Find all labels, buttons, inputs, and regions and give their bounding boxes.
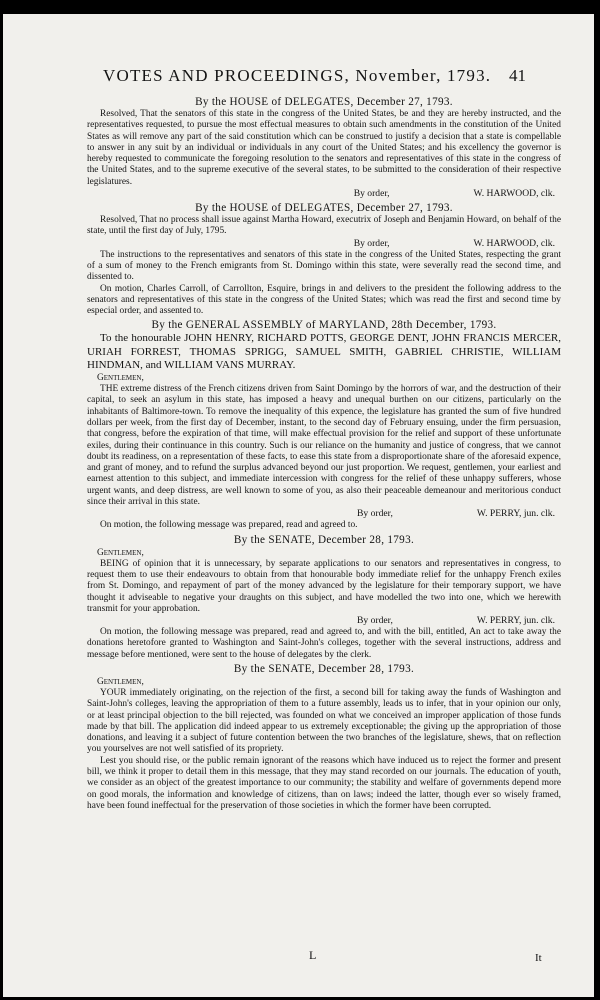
message-paragraph: Lest you should rise, or the public remain ignorant of the reasons which have induced us to reject the former and present bill, we think it proper to detail them in this message, that they may stand recorded on our journals. The education of youth, we consider as an object of the greatest importance to our community; the stability and welfare of governments depend more on good morals, the information and knowledge of citizens, than on laws; indeed the latter, though ever so wisely framed, have been found ineffectual for the preservation of those societies in which the former have been corrupted. [87, 755, 561, 811]
page-number: 41 [509, 66, 526, 85]
message-paragraph: BEING of opinion that it is unnecessary, by separate applications to our senators and representatives in congress, to request them to use their endeavours to obtain from that honourable body immediate relief for the unhappy French exiles from St. Domingo, and repayment of part of the money advanced by the legislature for their temporary support, we have thought it adviseable to negative your draughts on this subject, and have modelled the two into one, which we herewith transmit for your approbation. [87, 558, 561, 614]
clerk-name: W. HARWOOD, clk. [473, 237, 555, 249]
by-order: By order, [353, 188, 390, 200]
page-header [3, 66, 594, 92]
proceeding-paragraph: On motion, Charles Carroll, of Carrollton, Esquire, brings in and delivers to the president the following address to the senators and representatives of this state in the congress of the United States; which was read the first and second time by especial order, and assented to. [87, 283, 561, 317]
clerk-name: W. PERRY, jun. clk. [476, 615, 555, 627]
clerk-name: W. PERRY, jun. clk. [476, 508, 555, 520]
salutation: Gentlemen, [97, 677, 144, 687]
section-heading: By the HOUSE of DELEGATES, December 27, 1793. [195, 96, 453, 108]
resolution-paragraph: Resolved, That no process shall issue against Martha Howard, executrix of Joseph and Benjamin Howard, on behalf of the state, until the first day of July, 1795. [87, 215, 561, 237]
proceeding-paragraph: On motion, the following message was prepared, read and agreed to. [100, 520, 358, 531]
salutation: Gentlemen, [97, 373, 144, 384]
catchword: It [535, 952, 542, 964]
order-line [87, 238, 561, 250]
section-heading: By the SENATE, December 28, 1793. [233, 533, 415, 546]
section-heading: By the SENATE, December 28, 1793. [233, 663, 415, 675]
order-line [87, 508, 561, 520]
by-order: By order, [353, 237, 390, 249]
clerk-name: W. HARWOOD, clk. [473, 188, 555, 200]
proceeding-paragraph: On motion, the following message was prepared, read and agreed to, and with the bill, entitled, An act to take away the donations heretofore granted to Washington and Saint-John's colleges, together with the several instructions, address and message before mentioned, were sent to the house of delegates by the clerk. [87, 627, 561, 660]
by-order: By order, [357, 615, 393, 627]
order-line [87, 188, 561, 200]
signature-mark: L [309, 948, 317, 962]
section-heading: By the GENERAL ASSEMBLY of MARYLAND, 28th December, 1793. [151, 319, 497, 332]
running-title: VOTES AND PROCEEDINGS, November, 1793. [103, 66, 492, 85]
document-page [3, 14, 594, 997]
proceeding-paragraph: The instructions to the representatives and senators of this state in the congress of the United States, respecting the grant of a sum of money to the French emigrants from St. Domingo within this state, were severally read the second time, and dissented to. [87, 249, 561, 283]
resolution-paragraph: Resolved, That the senators of this state in the congress of the United States, be and they are hereby instructed, and the representatives requested, to pursue the most effectual measures to obtain such amendments in the constitution of the United States as will remove any part of the said constitution which can be construed to justify a decision that a state is compellable to answer in any suit by an individual or individuals in any court of the United States; and his excellency the governor is hereby requested to communicate the foregoing resolution to the senators and representatives of this state in the congress of the United States, and to the supreme executive of the several states, to be submitted to the consideration of their respective legislatures. [87, 109, 561, 187]
address-line: To the honourable JOHN HENRY, RICHARD POTTS, GEORGE DENT, JOHN FRANCIS MERCER, URIAH FORREST, THOMAS SPRIGG, SAMUEL SMITH, GABRIEL CHRISTIE, WILLIAM HINDMAN, and WILLIAM VANS MURRAY. [87, 332, 561, 371]
order-line [87, 615, 561, 627]
message-paragraph: YOUR immediately originating, on the rejection of the first, a second bill for taking away the funds of Washington and Saint-John's colleges, leaving the appropriation of them to a future assembly, leads us to infer, that in your opinion our only, or at least principal objection to the bill rejected, was founded on what we conceived an improper application of those funds made by that bill. The application did indeed appear to us extremely exceptionable; the giving up the appropriation of those donations, and leaving it a subject of future contention between the two branches of the legislature, shews, that on reflection you yourselves are not well satisfied of its propriety. [87, 688, 561, 755]
body-text [87, 94, 561, 812]
salutation: Gentlemen, [97, 547, 144, 558]
by-order: By order, [357, 508, 393, 520]
section-heading: By the HOUSE of DELEGATES, December 27, 1793. [195, 202, 453, 215]
address-paragraph: THE extreme distress of the French citizens driven from Saint Domingo by the horrors of war, and the destruction of their capital, to seek an asylum in this state, has imposed a heavy and unequal burthen on our citizens, particularly on the inhabitants of Baltimore-town. To remove the inequality of this expence, the legislature has granted the sum of five hundred dollars per week, from the first day of December, instant, to the second day of February ensuing, under the firm persuasion, that congress, before the expiration of that time, will make effectual provision for the relief and support of these unfortunate exiles, during their continuance in this country. Such is our reliance on the humanity and justice of congress, that we cannot doubt its readiness, on a representation of these facts, to ease this state from a disproportionate share of the aforesaid expence, and grant of money, and to refund the surplus advanced beyond our just proportion. We request, gentlemen, your earliest and earnest attention to this subject, and immediate intercession with congress for the relief of these unhappy sufferers, whose urgent wants, and deep distress, are well known to some of you, as also their peaceable demeanour and meritorious conduct since their arrival in this state. [87, 384, 561, 508]
